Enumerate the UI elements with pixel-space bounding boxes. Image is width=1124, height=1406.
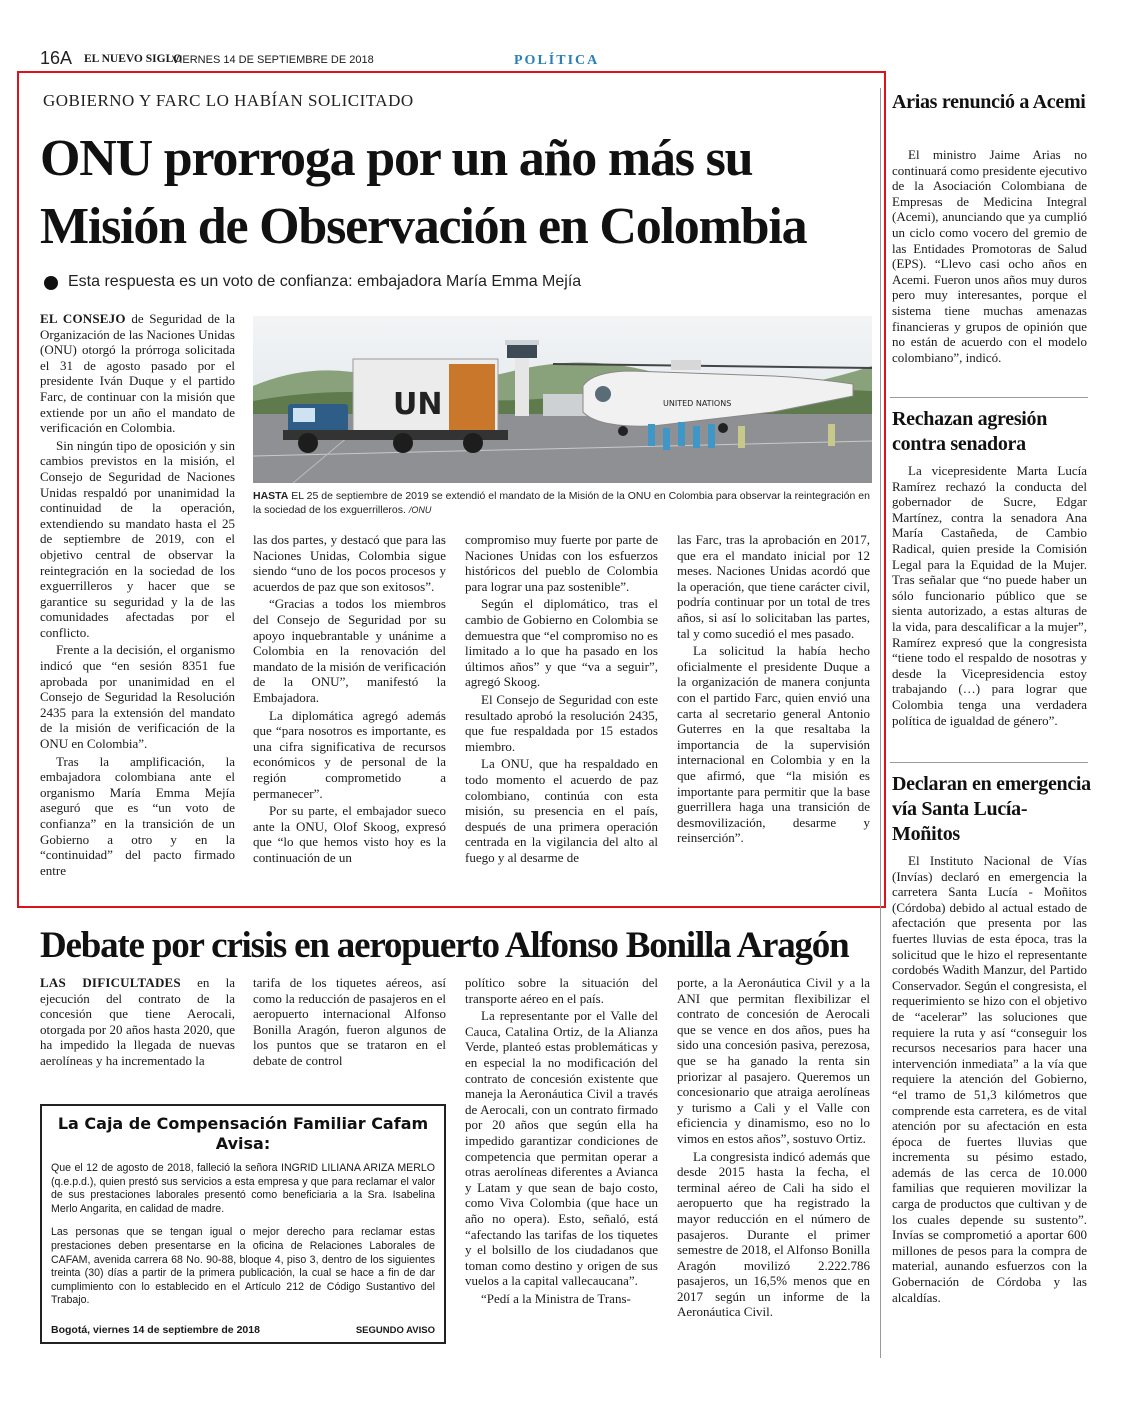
lead-word: LAS DIFICULTADES [40,975,181,990]
paragraph: La ONU, que ha respaldado en todo momento el acuerdo de paz colombiano, continúa con esta misión, su presencia en el país, después de una primera operación centrada en la vigilancia del alto al fuego y al desarme de [465,756,658,865]
second-column-2: tarifa de los tiquetes aéreos, así como la reducción de pasajeros en el aeropuerto internacional Alfonso Bonilla Aragón, fueron algunos de los puntos que se trataron en el debate de control [253,975,446,1068]
news-photo [253,316,872,483]
headline-line-2: Misión de Observación en Colombia [40,198,807,255]
photo-illustration [253,316,872,483]
sidebar-article-1: El ministro Jaime Arias no continuará como presidente ejecutivo de la Asociación Colombiana de Empresas de Medicina Integral (Acemi), anunciando que ya cumplió un ciclo como vocero del gremio de las Entidades Promotoras de Salud (EPS). “Llevo casi ocho años en Acemi. Fueron unos años muy duros pero muy interesantes, porque el sistema tiene muchas amenazas financieras y grupos de opinión que no están de acuerdo con el modelo colombiano”, indicó. [892,147,1087,365]
sidebar-article-3: El Instituto Nacional de Vías (Invías) declaró en emergencia la carretera Santa Lucía - Moñitos (Córdoba) debido al actual estado de afectación que presenta por las fuertes lluvias de esta época, tras la solicitud que le hizo el representante cordobés Wadith Manzur, del Partido Conservador. Según el congresista, el requerimiento se hizo con el objetivo de “acelerar” las soluciones que requiere la ruta y así “conseguir los recursos necesarios para hacer una intervención inmediata” a la vía que requiere la atención del Gobierno, “el tramo de 51,3 kilómetros que comprende esta carretera, es de vital atención por su afectación en esta época de fuertes lluvias que incrementa su pésimo estado, además de las cerca de 10.000 familias que requieren movilizar la carga de productos que cultivan y de los cuales depende su sustento”. Invías se comprometió a aportar 600 millones de pesos para la compra de material, aunando esfuerzos con la Gobernación de Córdoba y las alcaldías. [892,853,1087,1305]
paragraph: La diplomática agregó además que “para nosotros es importante, es una cifra significativa de recursos económicos y de personal de la región comprometido a permanecer”. [253,707,446,801]
sidebar-title-3: Declaran en emergencia vía Santa Lucía- Moñitos [892,773,1091,845]
caption-lead: HASTA [253,490,289,502]
main-column-1: EL CONSEJO de Seguridad de la Organización de las Naciones Unidas (ONU) otorgó la prórroga solicitada el 31 de agosto pasado por el presidente Iván Duque y el partido Farc, de continuar con la misión que extiende por un año el mandato de verificación en Colombia. Sin ningún tipo de oposición y sin cambios previstos en la misión, el Consejo de Seguridad de Naciones Unidas respaldó por unanimidad la continuidad de la operación, extendiendo su mandato hasta el 25 de septiembre de 2019, con el objetivo central de observar la reintegración en la sociedad de los exguerrilleros y hacer que se garantice su seguridad y la de las comunidades afectadas por el conflicto. Frente a la decisión, el organismo indicó que “en sesión 8351 fue aprobada por unanimidad en el Consejo de Seguridad la Resolución 2435 para la extensión del mandato de la misión de verificación de la ONU en Colombia”. Tras la amplificación, la embajadora colombiana ante el organismo María Emma Mejía aseguró que es “un voto de confianza” en la transición de un Gobierno a otro y en la “continuidad” del pacto firmado entre [40,311,235,878]
second-headline: Debate por crisis en aeropuerto Alfonso Bonilla Aragón [40,925,849,966]
paragraph: Sin ningún tipo de oposición y sin cambios previstos en la misión, el Consejo de Seguridad de Naciones Unidas respaldó por unanimidad la continuidad de la operación, extendiendo su mandato hasta el 25 de septiembre de 2019, con el objetivo central de observar la reintegración en la sociedad de los exguerrilleros y hacer que se garantice su seguridad y la de las comunidades afectadas por el conflicto. [40,437,235,640]
sidebar-article-2: La vicepresidente Marta Lucía Ramírez rechazó la conducta del gobernador de Sucre, Edgar Martínez, contra la senadora Ana María Castañeda, de Cambio Radical, quien preside la Comisión Legal para la Equidad de la Mujer. Tras señalar que “no puede haber un sólo funcionario público que se sienta autorizado, a estas alturas de la vida, para descalificar a la mujer”, Ramírez expresó que la congresista “tiene todo el respaldo de nosotras y desde la Vicepresidencia estoy trabajando (…) para lograr que Colombia tenga una verdadera política de igualdad de género”. [892,463,1087,728]
subhead: Esta respuesta es un voto de confianza: embajadora María Emma Mejía [68,273,582,290]
notice-subtitle: Avisa: [215,1134,271,1153]
second-column-4: porte, a la Aeronáutica Civil y a la ANI que permitan flexibilizar el contrato de concesión de Aerocali que se vence en dos años, pues ha sido una concesión pasiva, perezosa, que se ha ganado la renta sin priorizar al pasajero. Queremos un concesionario que atraiga aerolíneas y turismo a Cali y el Valle con eficiencia y dinamismo, eso no lo vimos en estos años”, sostuvo Ortiz. La congresista indicó además que desde 2015 hasta la fecha, el terminal aéreo de Cali ha sido el aeropuerto que ha registrado la mayor reducción en el número de pasajeros. Durante el primer semestre de 2018, el Alfonso Bonilla Aragón movilizó 2.222.786 pasajeros, un 16,5% menos que en 2017 según un informe de la Aeronáutica Civil. [677,975,870,1320]
sidebar-title-2: Rechazan agresión contra senadora [892,408,1048,455]
bullet-icon [44,276,58,290]
section-label: POLÍTICA [514,53,600,68]
sidebar-divider [880,88,881,1358]
paragraph: Según el diplomático, tras el cambio de Gobierno en Colombia se demuestra que “el compromiso no es limitado a lo que ha pasado en los últimos años” y que “va a seguir”, agregó Skoog. [465,596,658,690]
notice-date: Bogotá, viernes 14 de septiembre de 2018 [51,1324,260,1336]
paragraph: Tras la amplificación, la embajadora colombiana ante el organismo María Emma Mejía aseguró que es “un voto de confianza” en la transición de un Gobierno a otro y en la “continuidad” del pacto firmado entre [40,753,235,878]
photo-un-text: UN [393,387,443,422]
paragraph: El Consejo de Seguridad con este resultado aprobó la resolución 2435, que fue respaldada por 15 estados miembro. [465,691,658,754]
paragraph: Frente a la decisión, el organismo indicó que “en sesión 8351 fue aprobada por unanimidad en el Consejo de Seguridad la Resolución 2435 para la extensión del mandato de la misión de verificación de la ONU en Colombia”. [40,642,235,752]
main-column-2 [253,532,446,887]
notice-tag: SEGUNDO AVISO [355,1325,435,1336]
main-column-3 [465,532,658,887]
second-column-3: político sobre la situación del transporte aéreo en el país. La representante por el Valle del Cauca, Catalina Ortiz, de la Alianza Verde, planteó estas problemáticas y en especial la no modificación del contrato de concesión existente que maneja la Aeronáutica Civil a través de Aerocali, con un contrato firmado por 20 años que según ella ha impedido garantizar condiciones de competencia que permitan operar a otras aerolíneas diferentes a Avianca y Latam y que sean de bajo costo, como Viva Colombia (que hace un año no opera). Esto, señaló, está “afectando las tarifas de los tiquetes y el bolsillo de los ciudadanos que toman como destino y origen de sus vuelos a la capital vallecaucana”. “Pedí a la Ministra de Trans- [465,975,658,1306]
paragraph: Por su parte, el embajador sueco ante la ONU, Olof Skoog, expresó que “lo que hemos visto hoy es la continuación de un [253,803,446,865]
headline-line-1: ONU prorroga por un año más su [40,130,753,187]
sidebar-rule [890,762,1088,763]
sidebar-title-1: Arias renunció a Acemi [892,91,1086,113]
notice-title: La Caja de Compensación Familiar Cafam [57,1114,429,1133]
masthead: EL NUEVO SIGLO [84,53,183,65]
paragraph: La solicitud la había hecho oficialmente el presidente Duque a la organización de manera conjunta con el partido Farc, quien envió una carta al secretario general Antonio Guterres en la que resaltaba la importancia de la supervisión internacional en Colombia y en la que afirmó, que “la misión es importante para permitir que la base guerrillera haga una transición de desmovilización, desarme y reinserción”. [677,643,870,846]
cafam-notice [40,1104,446,1344]
page-header [40,50,880,72]
notice-paragraph: Las personas que se tengan igual o mejor derecho para reclamar estas prestaciones deben presentarse en la oficina de Relaciones Laborales de CAFAM, avenida carrera 68 No. 90-88, bloque 4, piso 3, dentro de los siguientes treinta (30) días a partir de la primera publicación, la cual se hace a fin de dar cumplimiento con lo establecido en el Artículo 212 de Código Sustantivo del Trabajo. [51,1226,435,1307]
paragraph: “Gracias a todos los miembros del Consejo de Seguridad por su apoyo inquebrantable y unánime a Colombia en la renovación del mandato de la misión de verificación de la ONU”, manifestó la Embajadora. [253,596,446,705]
main-column-4 [677,532,870,887]
sidebar-rule [890,397,1088,398]
photo-credit: /ONU [408,505,432,515]
kicker: GOBIERNO Y FARC LO HABÍAN SOLICITADO [43,91,414,110]
photo-caption: HASTA EL 25 de septiembre de 2019 se extendió el mandato de la Misión de la ONU en Colombia para observar la reintegración en la sociedad de los exguerrilleros. /ONU [253,490,870,516]
paragraph: las dos partes, y destacó que para las Naciones Unidas, Colombia sigue siendo “uno de los pocos procesos y acuerdos de paz que son exitosos”. [253,532,446,594]
second-column-1: LAS DIFICULTADES en la ejecución del contrato de la concesión que tiene Aerocali, otorgada por 20 años hasta 2020, que ha impedido la llegada de nuevas aerolíneas y ha incrementado la [40,975,235,1068]
paragraph: las Farc, tras la aprobación en 2017, que era el mandato inicial por 12 meses. Naciones Unidas acordó que la operación, que tiene carácter civil, podría continuar por un total de tres años, si así lo solicitaban las partes, tal y como sucedió el mes pasado. [677,532,870,641]
page-number: 16A [40,48,73,68]
lead-word: EL CONSEJO [40,311,126,326]
helicopter-label: UNITED NATIONS [663,399,732,408]
issue-date: VIERNES 14 DE SEPTIEMBRE DE 2018 [172,54,374,66]
paragraph: compromiso muy fuerte por parte de Naciones Unidas con los esfuerzos históricos del pueblo de Colombia para lograr una paz sostenible”. [465,532,658,594]
notice-paragraph: Que el 12 de agosto de 2018, falleció la señora INGRID LILIANA ARIZA MERLO (q.e.p.d.), quien prestó sus servicios a esta empresa y que para reclamar el valor de sus prestaciones laborales presentó como beneficiaria a la Sra. Isabelina Merlo Angarita, en calidad de madre. [51,1162,435,1215]
